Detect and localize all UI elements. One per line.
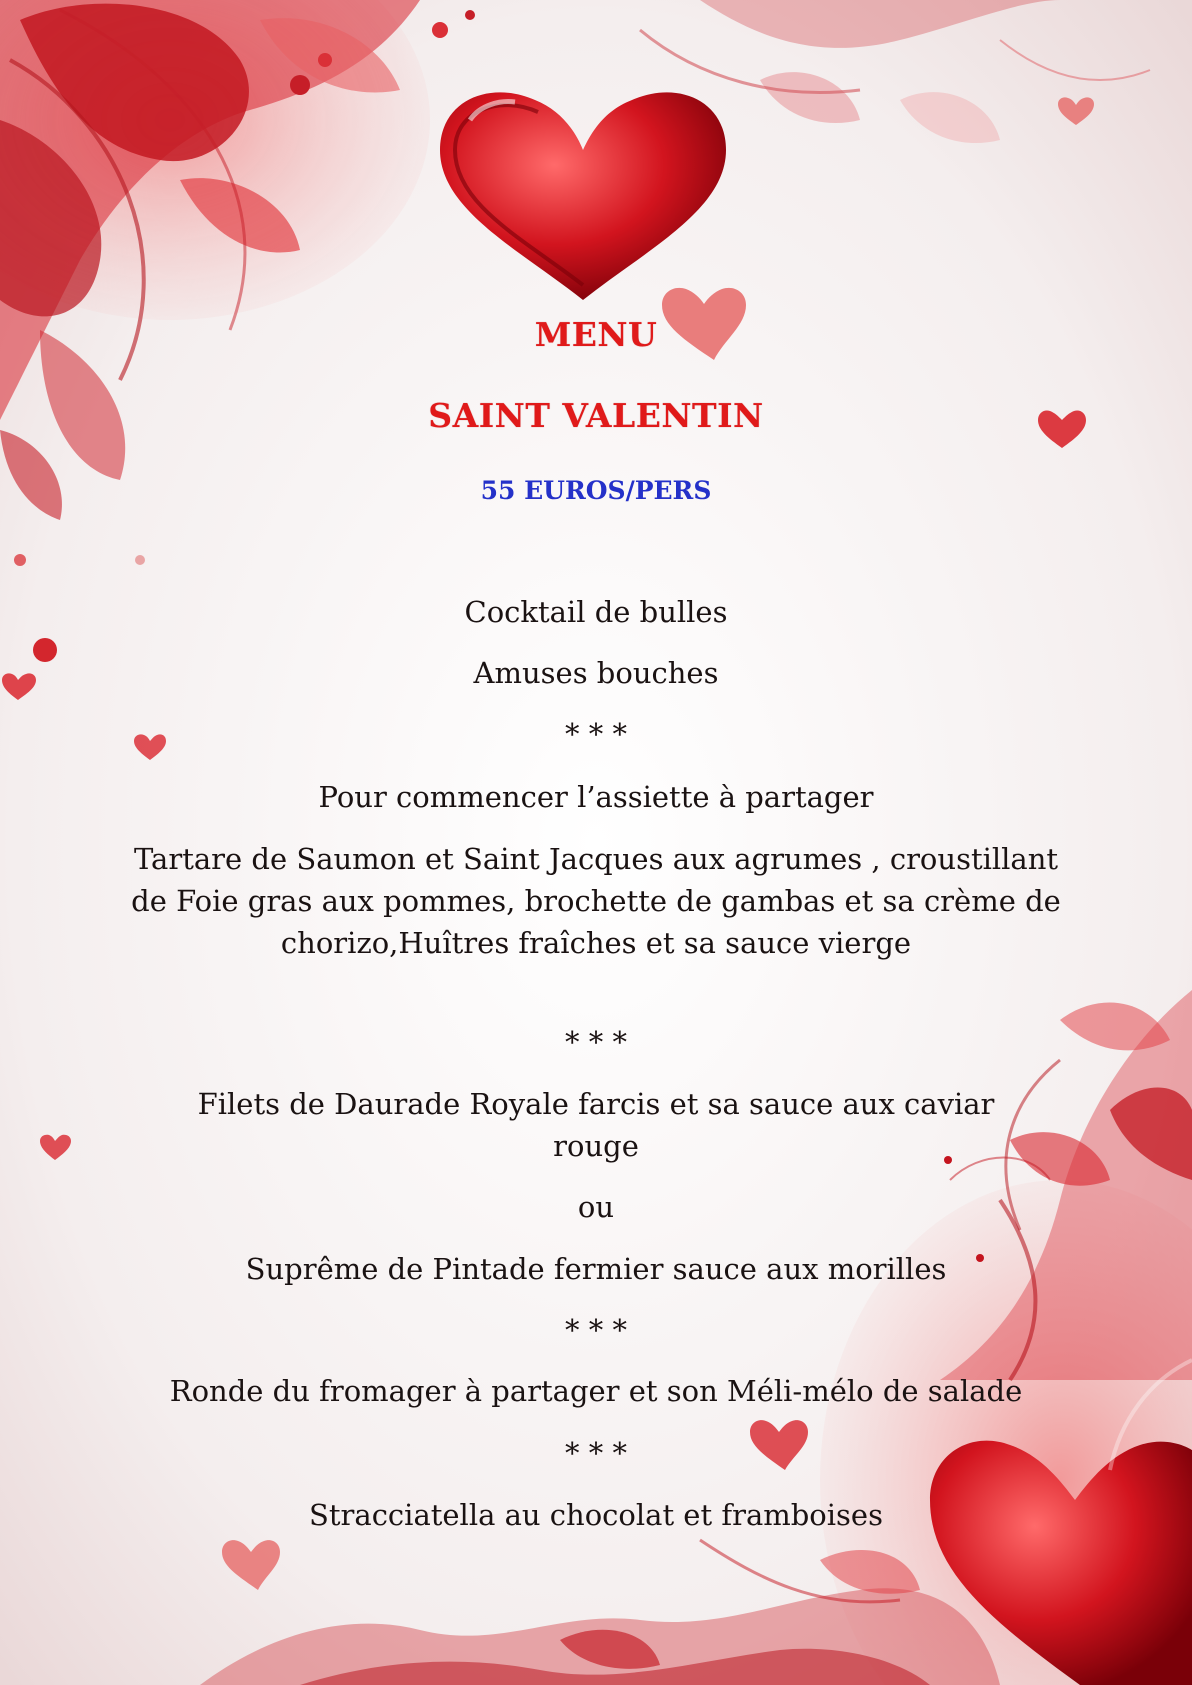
menu-item: Amuses bouches	[473, 656, 719, 690]
menu-item: Cocktail de bulles	[464, 595, 728, 629]
menu-item-description: Tartare de Saumon et Saint Jacques aux agrumes , croustillant de Foie gras aux pommes, brochette de gambas et sa crème de chorizo,Huîtres fraîches et sa sauce vierge	[131, 842, 1061, 960]
course-separator: * * *	[565, 1025, 627, 1059]
course-separator: * * *	[565, 1436, 627, 1470]
menu-subtitle: SAINT VALENTIN	[428, 396, 764, 435]
menu-item: Ronde du fromager à partager et son Méli-mélo de salade	[169, 1374, 1023, 1408]
course-separator: * * *	[565, 717, 627, 751]
menu-title: MENU	[534, 315, 658, 354]
menu-item: Pour commencer l’assiette à partager	[318, 780, 874, 814]
menu-item: Suprême de Pintade fermier sauce aux morilles	[245, 1252, 947, 1286]
menu-item: Stracciatella au chocolat et framboises	[309, 1498, 883, 1532]
menu-price: 55 EUROS/PERS	[480, 476, 712, 505]
course-separator: * * *	[565, 1313, 627, 1347]
menu-item: Filets de Daurade Royale farcis et sa sauce aux caviar rouge	[197, 1087, 995, 1163]
menu-choice-separator: ou	[577, 1190, 615, 1224]
